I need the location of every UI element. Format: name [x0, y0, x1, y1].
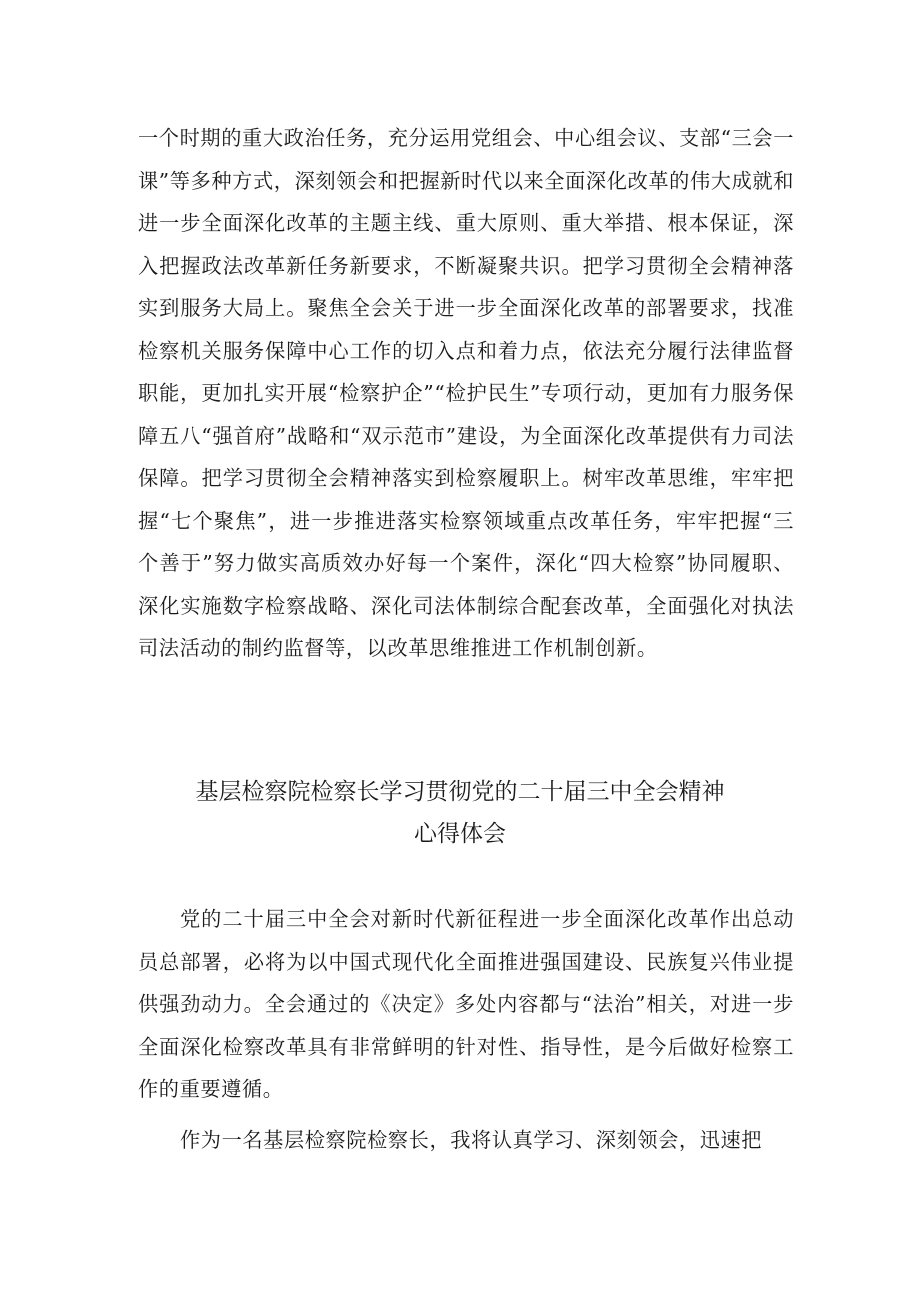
article-title-line-2: 心得体会: [414, 821, 506, 847]
article-title-line-1: 基层检察院检察长学习贯彻党的二十届三中全会精神: [195, 779, 725, 805]
body-paragraph: 作为一名基层检察院检察长，我将认真学习、深刻领会，迅速把: [180, 1128, 763, 1152]
body-paragraph: 党的二十届三中全会对新时代新征程进一步全面深化改革作出总动员总部署，必将为以中国式现代化全面推进强国建设、民族复兴伟业提供强劲动力。全会通过的《决定》多处内容都与“法治”相关，对进一步全面深化检察改革具有非常鲜明的针对性、指导性，是今后做好检察工作的重要遵循。: [138, 907, 794, 1101]
article-title: [120, 771, 800, 855]
continuation-paragraph: 一个时期的重大政治任务，充分运用党组会、中心组会议、支部“三会一课”等多种方式，深刻领会和把握新时代以来全面深化改革的伟大成就和进一步全面深化改革的主题主线、重大原则、重大举措、根本保证，深入把握政法改革新任务新要求，不断凝聚共识。把学习贯彻全会精神落实到服务大局上。聚焦全会关于进一步全面深化改革的部署要求，找准检察机关服务保障中心工作的切入点和着力点，依法充分履行法律监督职能，更加扎实开展“检察护企”“检护民生”专项行动，更加有力服务保障五八“强首府”战略和“双示范市”建设，为全面深化改革提供有力司法保障。把学习贯彻全会精神落实到检察履职上。树牢改革思维，牢牢把握“七个聚焦”，进一步推进落实检察领域重点改革任务，牢牢把握“三个善于”努力做实高质效办好每一个案件，深化“四大检察”协同履职、深化实施数字检察战略、深化司法体制综合配套改革，全面强化对执法司法活动的制约监督等，以改革思维推进工作机制创新。: [138, 126, 794, 660]
